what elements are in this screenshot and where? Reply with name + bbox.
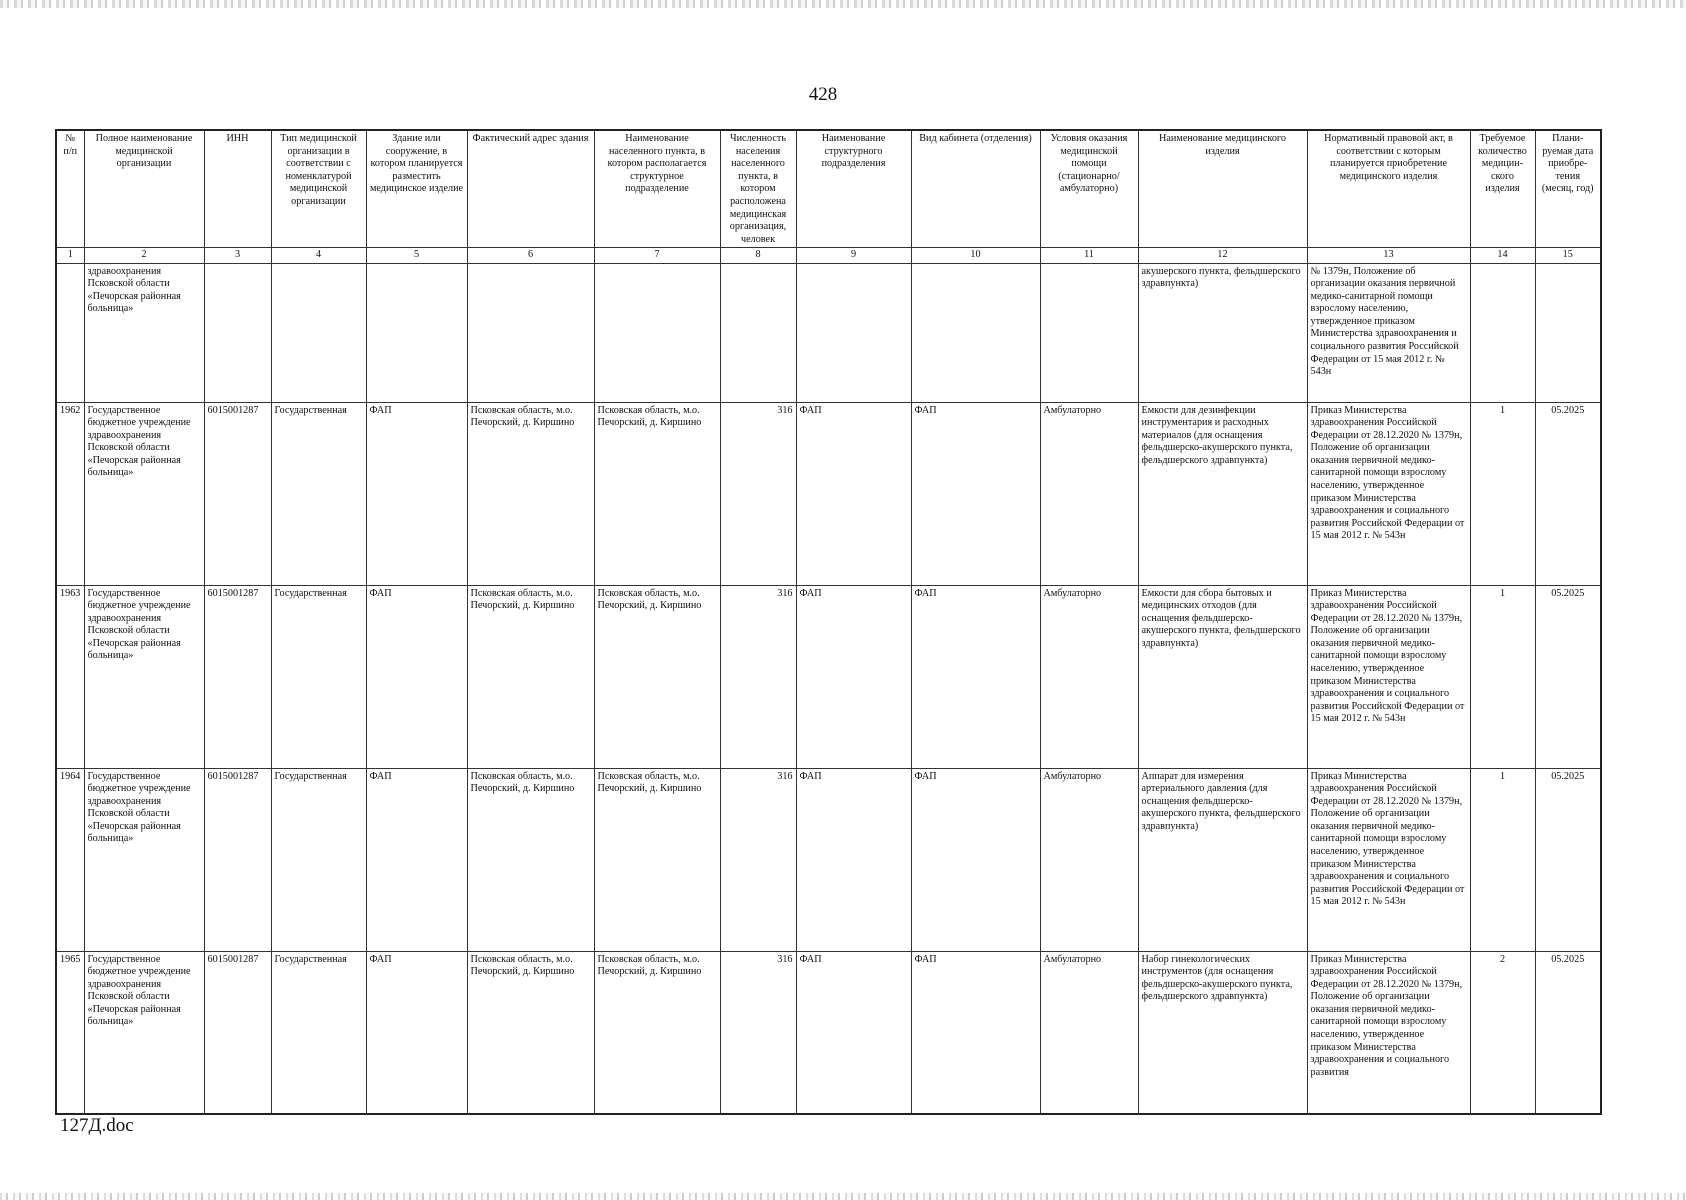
inn-cell: 6015001287 xyxy=(204,951,271,1114)
device-name-cell: Емкости для дезинфекции инструментария и расходных материалов (для оснащения фельдшерско-акушерского пункта, фельдшерского здравпункта) xyxy=(1138,402,1307,585)
table-row xyxy=(56,951,1601,1114)
header-cell: Условия оказания медицинской помощи (стационарно/ амбулаторно) xyxy=(1040,130,1138,247)
column-number: 10 xyxy=(911,247,1040,263)
conditions-cell: Амбулаторно xyxy=(1040,768,1138,951)
date-cell: 05.2025 xyxy=(1535,951,1601,1114)
column-number: 6 xyxy=(467,247,594,263)
device-name-cell: Набор гинекологических инструментов (для оснащения фельдшерско-акушерского пункта, фельдшерского здравпункта) xyxy=(1138,951,1307,1114)
device-name-cell: Емкости для сбора бытовых и медицинских отходов (для оснащения фельдшерско-акушерского пункта, фельдшерского здравпункта) xyxy=(1138,585,1307,768)
legal-act-cell: № 1379н, Положение об организации оказания первичной медико-санитарной помощи взрослому населению, утвержденное приказом Министерства здравоохранения и социального развития Российской Федерации от 15 мая 2012 г. № 543н xyxy=(1307,263,1470,402)
empty-cell xyxy=(204,263,271,402)
header-cell: Численность населения населенного пункта, в котором расположена медицинская организация, человек xyxy=(720,130,796,247)
header-row xyxy=(56,130,1601,247)
column-number: 4 xyxy=(271,247,366,263)
unit-cell: ФАП xyxy=(796,768,911,951)
locality-cell: Псковская область, м.о. Печорский, д. Киршино xyxy=(594,768,720,951)
address-cell: Псковская область, м.о. Печорский, д. Киршино xyxy=(467,402,594,585)
quantity-cell: 2 xyxy=(1470,951,1535,1114)
population-cell: 316 xyxy=(720,585,796,768)
building-cell: ФАП xyxy=(366,768,467,951)
header-cell: Наименование медицинского изделия xyxy=(1138,130,1307,247)
page-number: 428 xyxy=(808,84,838,105)
header-cell: Полное наименование медицинской организации xyxy=(84,130,204,247)
empty-cell xyxy=(594,263,720,402)
row-number: 1965 xyxy=(56,951,84,1114)
cabinet-cell: ФАП xyxy=(911,768,1040,951)
unit-cell: ФАП xyxy=(796,951,911,1114)
row-number: 1963 xyxy=(56,585,84,768)
column-number: 5 xyxy=(366,247,467,263)
empty-cell xyxy=(271,263,366,402)
unit-cell: ФАП xyxy=(796,402,911,585)
legal-act-cell: Приказ Министерства здравоохранения Российской Федерации от 28.12.2020 № 1379н, Положение об организации оказания первичной медико-санитарной помощи взрослому населению, утвержденное приказом Министерства здравоохранения и социального развития Российской Федерации от 15 мая 2012 г. № 543н xyxy=(1307,585,1470,768)
empty-cell xyxy=(1535,263,1601,402)
locality-cell: Псковская область, м.о. Печорский, д. Киршино xyxy=(594,402,720,585)
address-cell: Псковская область, м.о. Печорский, д. Киршино xyxy=(467,768,594,951)
locality-cell: Псковская область, м.о. Печорский, д. Киршино xyxy=(594,585,720,768)
column-number: 12 xyxy=(1138,247,1307,263)
org-name-cell: Государственное бюджетное учреждение здравоохранения Псковской области «Печорская районная больница» xyxy=(84,951,204,1114)
table-row xyxy=(56,768,1601,951)
org-type-cell: Государственная xyxy=(271,585,366,768)
org-type-cell: Государственная xyxy=(271,768,366,951)
inn-cell: 6015001287 xyxy=(204,585,271,768)
org-name-cell: Государственное бюджетное учреждение здравоохранения Псковской области «Печорская районная больница» xyxy=(84,402,204,585)
org-name-cell: здравоохранения Псковской области «Печорская районная больница» xyxy=(84,263,204,402)
building-cell: ФАП xyxy=(366,951,467,1114)
header-cell: Фактический адрес здания xyxy=(467,130,594,247)
row-number: 1962 xyxy=(56,402,84,585)
inn-cell: 6015001287 xyxy=(204,402,271,585)
table-row xyxy=(56,402,1601,585)
quantity-cell: 1 xyxy=(1470,402,1535,585)
address-cell: Псковская область, м.о. Печорский, д. Киршино xyxy=(467,585,594,768)
registry-table-wrapper xyxy=(55,129,1602,1115)
header-cell: Нормативный правовой акт, в соответствии с которым планируется приобретение медицинского изделия xyxy=(1307,130,1470,247)
row-number: 1964 xyxy=(56,768,84,951)
date-cell: 05.2025 xyxy=(1535,768,1601,951)
header-cell: Вид кабинета (отделения) xyxy=(911,130,1040,247)
header-cell: № п/п xyxy=(56,130,84,247)
column-number: 8 xyxy=(720,247,796,263)
column-number: 3 xyxy=(204,247,271,263)
header-cell: Плани-руемая дата приобре-тения (месяц, год) xyxy=(1535,130,1601,247)
org-name-cell: Государственное бюджетное учреждение здравоохранения Псковской области «Печорская районная больница» xyxy=(84,585,204,768)
device-name-cell: Аппарат для измерения артериального давления (для оснащения фельдшерско-акушерского пункта, фельдшерского здравпункта) xyxy=(1138,768,1307,951)
column-number-row xyxy=(56,247,1601,263)
column-number: 13 xyxy=(1307,247,1470,263)
cabinet-cell: ФАП xyxy=(911,951,1040,1114)
header-cell: Тип медицинской организации в соответствии с номенклатурой медицинской организации xyxy=(271,130,366,247)
locality-cell: Псковская область, м.о. Печорский, д. Киршино xyxy=(594,951,720,1114)
empty-cell xyxy=(1470,263,1535,402)
header-cell: ИНН xyxy=(204,130,271,247)
column-number: 1 xyxy=(56,247,84,263)
column-number: 15 xyxy=(1535,247,1601,263)
empty-cell xyxy=(796,263,911,402)
column-number: 11 xyxy=(1040,247,1138,263)
building-cell: ФАП xyxy=(366,402,467,585)
scan-edge-bottom xyxy=(0,1193,1686,1200)
date-cell: 05.2025 xyxy=(1535,585,1601,768)
conditions-cell: Амбулаторно xyxy=(1040,402,1138,585)
header-cell: Наименование структурного подразделения xyxy=(796,130,911,247)
continuation-row xyxy=(56,263,1601,402)
quantity-cell: 1 xyxy=(1470,585,1535,768)
legal-act-cell: Приказ Министерства здравоохранения Российской Федерации от 28.12.2020 № 1379н, Положение об организации оказания первичной медико-санитарной помощи взрослому населению, утвержденное приказом Министерства здравоохранения и социального развития Российской Федерации от 15 мая 2012 г. № 543н xyxy=(1307,402,1470,585)
empty-cell xyxy=(720,263,796,402)
legal-act-cell: Приказ Министерства здравоохранения Российской Федерации от 28.12.2020 № 1379н, Положение об организации оказания первичной медико-санитарной помощи взрослому населению, утвержденное приказом Министерства здравоохранения и социального развития xyxy=(1307,951,1470,1114)
quantity-cell: 1 xyxy=(1470,768,1535,951)
column-number: 2 xyxy=(84,247,204,263)
org-type-cell: Государственная xyxy=(271,951,366,1114)
population-cell: 316 xyxy=(720,768,796,951)
column-number: 7 xyxy=(594,247,720,263)
footer-filename: 127Д.doc xyxy=(60,1115,134,1136)
device-name-cell: акушерского пункта, фельдшерского здравпункта) xyxy=(1138,263,1307,402)
unit-cell: ФАП xyxy=(796,585,911,768)
address-cell: Псковская область, м.о. Печорский, д. Киршино xyxy=(467,951,594,1114)
scan-edge-top xyxy=(0,0,1686,8)
column-number: 9 xyxy=(796,247,911,263)
legal-act-cell: Приказ Министерства здравоохранения Российской Федерации от 28.12.2020 № 1379н, Положение об организации оказания первичной медико-санитарной помощи взрослому населению, утвержденное приказом Министерства здравоохранения и социального развития Российской Федерации от 15 мая 2012 г. № 543н xyxy=(1307,768,1470,951)
conditions-cell: Амбулаторно xyxy=(1040,585,1138,768)
header-cell: Наименование населенного пункта, в котором располагается структурное подразделение xyxy=(594,130,720,247)
conditions-cell: Амбулаторно xyxy=(1040,951,1138,1114)
empty-cell xyxy=(56,263,84,402)
header-cell: Здание или сооружение, в котором планируется разместить медицинское изделие xyxy=(366,130,467,247)
empty-cell xyxy=(467,263,594,402)
header-cell: Требуемое количество медицин-ского изделия xyxy=(1470,130,1535,247)
date-cell: 05.2025 xyxy=(1535,402,1601,585)
org-type-cell: Государственная xyxy=(271,402,366,585)
population-cell: 316 xyxy=(720,402,796,585)
population-cell: 316 xyxy=(720,951,796,1114)
inn-cell: 6015001287 xyxy=(204,768,271,951)
empty-cell xyxy=(366,263,467,402)
building-cell: ФАП xyxy=(366,585,467,768)
org-name-cell: Государственное бюджетное учреждение здравоохранения Псковской области «Печорская районная больница» xyxy=(84,768,204,951)
column-number: 14 xyxy=(1470,247,1535,263)
cabinet-cell: ФАП xyxy=(911,585,1040,768)
empty-cell xyxy=(1040,263,1138,402)
table-row xyxy=(56,585,1601,768)
registry-table xyxy=(55,129,1602,1115)
cabinet-cell: ФАП xyxy=(911,402,1040,585)
empty-cell xyxy=(911,263,1040,402)
